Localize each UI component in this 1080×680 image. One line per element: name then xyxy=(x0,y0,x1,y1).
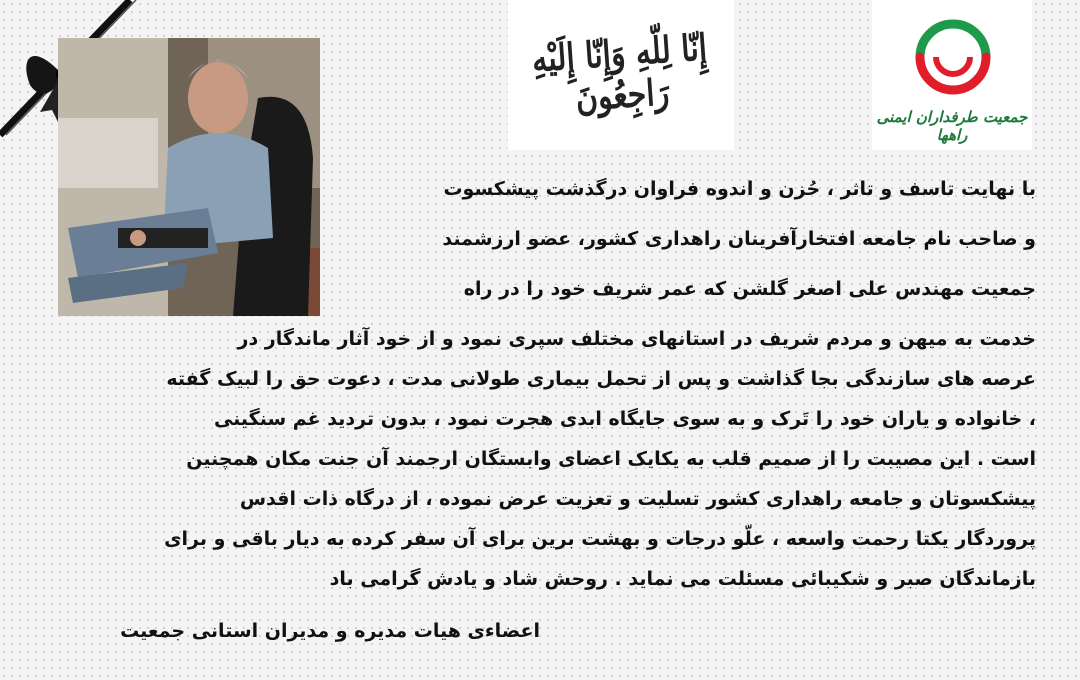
message-line: است . این مصیبت را از صمیم قلب به یکایک اعضای وابستگان ارجمند آن جنت مکان همچنین xyxy=(186,448,1036,470)
organization-logo-icon xyxy=(910,14,996,100)
calligraphy-verse: إِنّا لِلّهِ وَإِنّا إِلَيْهِ رَاجِعُونَ xyxy=(530,26,709,121)
message-line: و صاحب نام جامعه افتخارآفرینان راهداری کشور، عضو ارزشمند xyxy=(442,228,1036,250)
message-line: ، خانواده و یاران خود را تَرک و به سوی جایگاه ابدی هجرت نمود ، بدون تردید غم سنگینی xyxy=(213,408,1036,430)
portrait-photo xyxy=(58,38,320,316)
calligraphy-panel xyxy=(508,0,734,150)
message-line: خدمت به میهن و مردم شریف در استانهای مختلف سپری نمود و از خود آثار ماندگار در xyxy=(237,328,1036,350)
message-line: عرصه های سازندگی بجا گذاشت و پس از تحمل بیماری طولانی مدت ، دعوت حق را لبیک گفته xyxy=(166,368,1036,390)
signature: اعضاءی هیات مدیره و مدیران استانی جمعیت xyxy=(120,620,540,642)
logo-panel xyxy=(872,0,1032,150)
message-line: پیشکسوتان و جامعه راهداری کشور تسلیت و تعزیت عرض نموده ، از درگاه ذات اقدس xyxy=(239,488,1036,510)
logo-text: جمعیت طرفداران ایمنی راهها xyxy=(876,108,1028,144)
message-line: پروردگار یکتا رحمت واسعه ، علّو درجات و بهشت برین برای آن سفر کرده به دیار باقی و برای xyxy=(164,528,1036,550)
message-line: جمعیت مهندس علی اصغر گلشن که عمر شریف خود را در راه xyxy=(463,278,1036,300)
message-line: با نهایت تاسف و تاثر ، حُزن و اندوه فراوان درگذشت پیشکسوت xyxy=(443,178,1036,200)
message-line: بازماندگان صبر و شکیبائی مسئلت می نماید . روحش شاد و یادش گرامی باد xyxy=(329,568,1036,590)
